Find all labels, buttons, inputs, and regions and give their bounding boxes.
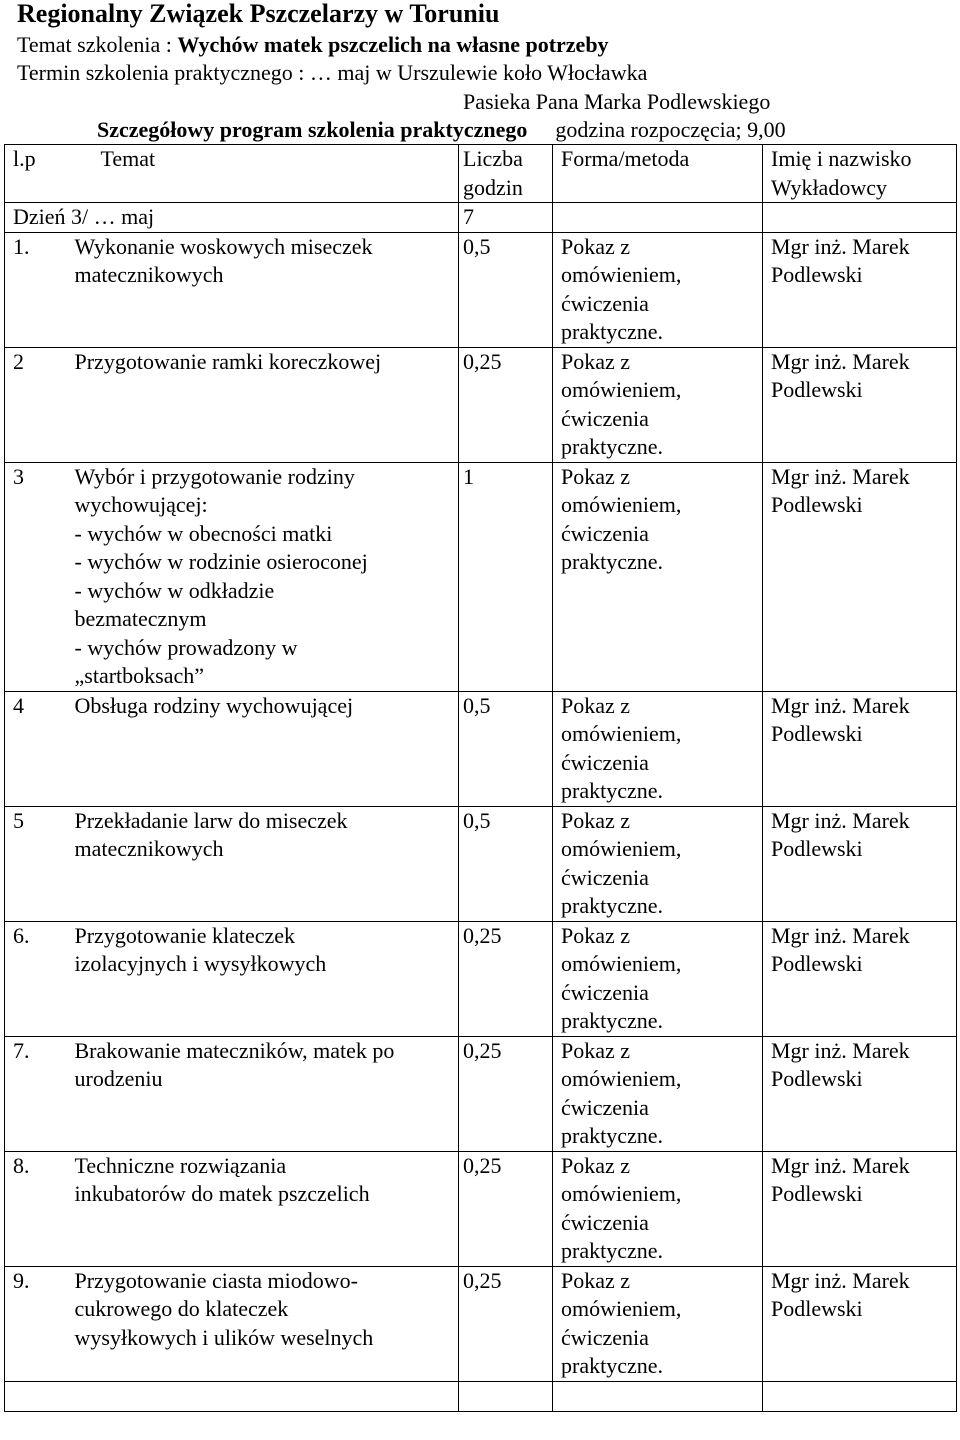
row-topic bbox=[71, 232, 459, 347]
row-method-line: ćwiczenia bbox=[561, 1209, 649, 1235]
row-method-line: omówieniem, bbox=[561, 377, 682, 402]
row-lecturer bbox=[763, 347, 957, 462]
row-topic-line: Przygotowanie ciasta miodowo- bbox=[74, 1267, 358, 1293]
training-topic bbox=[17, 31, 609, 59]
row-number: 2 bbox=[5, 347, 71, 462]
row-lecturer-line: Podlewski bbox=[771, 492, 863, 517]
row-topic-line: matecznikowych bbox=[74, 262, 224, 287]
header-method: Forma/metoda bbox=[553, 145, 763, 203]
row-method bbox=[553, 1151, 763, 1266]
row-method-line: ćwiczenia bbox=[561, 405, 649, 431]
row-method-line: praktyczne. bbox=[561, 319, 663, 344]
training-term: Termin szkolenia praktycznego : … maj w Urszulewie koło Włocławka bbox=[17, 60, 648, 85]
row-method-line: praktyczne. bbox=[561, 434, 663, 459]
row-method-line: ćwiczenia bbox=[561, 290, 649, 316]
row-method-line: Pokaz z bbox=[561, 233, 631, 259]
row-topic-line: matecznikowych bbox=[74, 836, 224, 861]
row-lecturer bbox=[763, 691, 957, 806]
row-number: 3 bbox=[5, 462, 71, 691]
row-method-line: omówieniem, bbox=[561, 1066, 682, 1091]
day-label: Dzień 3/ … maj bbox=[5, 203, 459, 233]
row-lecturer-line: Podlewski bbox=[771, 1296, 863, 1321]
row-method bbox=[553, 1266, 763, 1381]
topic-value: Wychów matek pszczelich na własne potrzeby bbox=[177, 32, 609, 57]
row-topic bbox=[71, 1266, 459, 1381]
row-hours: 0,25 bbox=[459, 921, 553, 1036]
row-topic-line: cukrowego do klateczek bbox=[74, 1296, 289, 1321]
table-row bbox=[5, 1036, 957, 1151]
table-row bbox=[5, 1266, 957, 1381]
row-method-line: ćwiczenia bbox=[561, 520, 649, 546]
row-lecturer-line: Mgr inż. Marek bbox=[771, 692, 910, 718]
row-number: 4 bbox=[5, 691, 71, 806]
row-method-line: omówieniem, bbox=[561, 1296, 682, 1321]
row-method-line: omówieniem, bbox=[561, 951, 682, 976]
row-hours: 1 bbox=[459, 462, 553, 691]
start-time: godzina rozpoczęcia; 9,00 bbox=[555, 117, 786, 142]
row-lecturer-line: Mgr inż. Marek bbox=[771, 233, 910, 259]
row-topic-line: izolacyjnych i wysyłkowych bbox=[74, 951, 327, 976]
table-header-row bbox=[5, 145, 957, 203]
row-method-line: praktyczne. bbox=[561, 549, 663, 574]
row-method bbox=[553, 691, 763, 806]
table-row bbox=[5, 921, 957, 1036]
row-topic-line: - wychów w rodzinie osieroconej bbox=[74, 549, 368, 574]
row-number: 9. bbox=[5, 1266, 71, 1381]
row-topic-line: bezmatecznym bbox=[74, 606, 207, 631]
row-hours: 0,5 bbox=[459, 691, 553, 806]
row-method-line: omówieniem, bbox=[561, 721, 682, 746]
row-lecturer-line: Mgr inż. Marek bbox=[771, 1267, 910, 1293]
table-row bbox=[5, 462, 957, 691]
day-hours: 7 bbox=[459, 203, 553, 233]
row-method-line: praktyczne. bbox=[561, 1008, 663, 1033]
row-topic-line: Techniczne rozwiązania bbox=[74, 1152, 287, 1178]
row-method-line: omówieniem, bbox=[561, 1181, 682, 1206]
row-hours: 0,5 bbox=[459, 232, 553, 347]
row-method-line: omówieniem, bbox=[561, 262, 682, 287]
row-topic bbox=[71, 1036, 459, 1151]
row-hours: 0,25 bbox=[459, 1266, 553, 1381]
row-topic-line: wysyłkowych i ulików weselnych bbox=[74, 1324, 374, 1350]
row-topic-line: Przygotowanie ramki koreczkowej bbox=[74, 348, 382, 374]
row-method-line: omówieniem, bbox=[561, 492, 682, 517]
row-lecturer-line: Podlewski bbox=[771, 721, 863, 746]
header-no: l.p bbox=[5, 145, 71, 203]
row-topic bbox=[71, 462, 459, 691]
row-lecturer bbox=[763, 806, 957, 921]
table-row bbox=[5, 347, 957, 462]
row-lecturer-line: Podlewski bbox=[771, 836, 863, 861]
row-topic bbox=[71, 691, 459, 806]
row-method bbox=[553, 806, 763, 921]
row-method-line: Pokaz z bbox=[561, 807, 631, 833]
row-method-line: praktyczne. bbox=[561, 1123, 663, 1148]
row-number: 6. bbox=[5, 921, 71, 1036]
row-lecturer bbox=[763, 232, 957, 347]
row-method bbox=[553, 921, 763, 1036]
row-lecturer bbox=[763, 1036, 957, 1151]
row-topic-line: - wychów prowadzony w bbox=[74, 634, 298, 660]
row-topic-line: inkubatorów do matek pszczelich bbox=[74, 1181, 370, 1206]
row-topic-line: wychowującej: bbox=[74, 492, 208, 517]
training-place: Pasieka Pana Marka Podlewskiego bbox=[463, 89, 771, 114]
topic-label: Temat szkolenia : bbox=[17, 32, 178, 57]
row-number: 5 bbox=[5, 806, 71, 921]
row-number: 8. bbox=[5, 1151, 71, 1266]
table-row bbox=[5, 232, 957, 347]
row-method-line: ćwiczenia bbox=[561, 864, 649, 890]
row-lecturer-line: Podlewski bbox=[771, 377, 863, 402]
row-hours: 0,25 bbox=[459, 1036, 553, 1151]
row-topic-line: „startboksach” bbox=[74, 663, 204, 688]
row-lecturer-line: Mgr inż. Marek bbox=[771, 1037, 910, 1063]
row-topic-line: Wykonanie woskowych miseczek bbox=[74, 233, 373, 259]
row-topic bbox=[71, 1151, 459, 1266]
row-method-line: Pokaz z bbox=[561, 1267, 631, 1293]
row-method bbox=[553, 1036, 763, 1151]
row-method-line: Pokaz z bbox=[561, 922, 631, 948]
row-lecturer-line: Podlewski bbox=[771, 262, 863, 287]
program-title: Szczegółowy program szkolenia praktycznego bbox=[97, 117, 528, 142]
row-topic-line: - wychów w odkładzie bbox=[74, 577, 275, 603]
row-lecturer-line: Podlewski bbox=[771, 1066, 863, 1091]
row-lecturer-line: Podlewski bbox=[771, 951, 863, 976]
row-topic-line: Obsługa rodziny wychowującej bbox=[74, 692, 354, 718]
row-lecturer bbox=[763, 1266, 957, 1381]
row-lecturer bbox=[763, 462, 957, 691]
header-lecturer: Imię i nazwisko Wykładowcy bbox=[763, 145, 957, 203]
row-method bbox=[553, 462, 763, 691]
row-topic bbox=[71, 806, 459, 921]
row-lecturer bbox=[763, 921, 957, 1036]
row-hours: 0,25 bbox=[459, 1151, 553, 1266]
row-method-line: praktyczne. bbox=[561, 1353, 663, 1378]
row-hours: 0,25 bbox=[459, 347, 553, 462]
row-method bbox=[553, 232, 763, 347]
row-topic bbox=[71, 347, 459, 462]
row-method-line: ćwiczenia bbox=[561, 1094, 649, 1120]
row-topic-line: Wybór i przygotowanie rodziny bbox=[74, 463, 355, 489]
row-method-line: ćwiczenia bbox=[561, 979, 649, 1005]
schedule-table bbox=[4, 144, 957, 1412]
row-method-line: praktyczne. bbox=[561, 778, 663, 803]
row-lecturer-line: Mgr inż. Marek bbox=[771, 1152, 910, 1178]
row-lecturer-line: Podlewski bbox=[771, 1181, 863, 1206]
row-method bbox=[553, 347, 763, 462]
row-number: 1. bbox=[5, 232, 71, 347]
row-lecturer-line: Mgr inż. Marek bbox=[771, 348, 910, 374]
row-topic-line: urodzeniu bbox=[74, 1066, 163, 1091]
table-row bbox=[5, 1151, 957, 1266]
row-method-line: ćwiczenia bbox=[561, 1324, 649, 1350]
row-topic-line: - wychów w obecności matki bbox=[74, 520, 333, 546]
table-row bbox=[5, 691, 957, 806]
row-topic-line: Brakowanie mateczników, matek po bbox=[74, 1037, 395, 1063]
row-method-line: praktyczne. bbox=[561, 1238, 663, 1263]
header-hours: Liczba godzin bbox=[459, 145, 553, 203]
program-heading bbox=[97, 116, 786, 144]
day-row bbox=[5, 203, 957, 233]
row-lecturer bbox=[763, 1151, 957, 1266]
row-method-line: Pokaz z bbox=[561, 692, 631, 718]
row-topic-line: Przekładanie larw do miseczek bbox=[74, 807, 348, 833]
row-lecturer-line: Mgr inż. Marek bbox=[771, 807, 910, 833]
row-method-line: Pokaz z bbox=[561, 1037, 631, 1063]
row-method-line: Pokaz z bbox=[561, 348, 631, 374]
row-topic bbox=[71, 921, 459, 1036]
row-lecturer-line: Mgr inż. Marek bbox=[771, 463, 910, 489]
organization-title: Regionalny Związek Pszczelarzy w Toruniu bbox=[17, 0, 500, 28]
row-method-line: Pokaz z bbox=[561, 1152, 631, 1178]
row-lecturer-line: Mgr inż. Marek bbox=[771, 922, 910, 948]
row-number: 7. bbox=[5, 1036, 71, 1151]
row-hours: 0,5 bbox=[459, 806, 553, 921]
header-topic: Temat bbox=[71, 145, 459, 203]
row-method-line: Pokaz z bbox=[561, 463, 631, 489]
table-row bbox=[5, 806, 957, 921]
row-method-line: omówieniem, bbox=[561, 836, 682, 861]
empty-row bbox=[5, 1381, 957, 1411]
row-method-line: ćwiczenia bbox=[561, 749, 649, 775]
row-topic-line: Przygotowanie klateczek bbox=[74, 922, 296, 948]
row-method-line: praktyczne. bbox=[561, 893, 663, 918]
